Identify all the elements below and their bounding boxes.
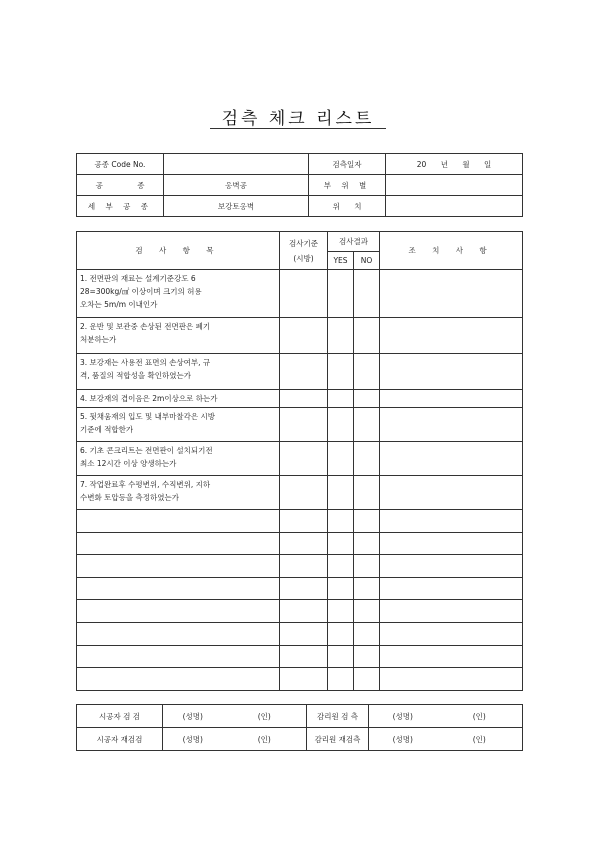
action-cell[interactable] [380, 354, 523, 390]
no-cell[interactable] [354, 270, 380, 318]
yes-cell[interactable] [328, 645, 354, 668]
contractor-inspection-seal[interactable]: (인) [223, 705, 307, 728]
item-text: 7. 작업완료후 수평변위, 수직변위, 지하 수변화 토압등을 측정하였는가 [77, 476, 280, 510]
action-cell[interactable] [380, 600, 523, 623]
criteria-cell[interactable] [280, 577, 328, 600]
header-result: 검사결과 [328, 232, 380, 252]
signature-row [77, 728, 523, 751]
item-text: 4. 보강재의 겹이음은 2m이상으로 하는가 [77, 390, 280, 408]
yes-cell[interactable] [328, 390, 354, 408]
item-text: 3. 보강재는 사용전 표면의 손상여부, 규 격, 품질의 적합성을 확인하였는가 [77, 354, 280, 390]
header-yes: YES [328, 252, 354, 270]
no-cell[interactable] [354, 476, 380, 510]
yes-cell[interactable] [328, 622, 354, 645]
criteria-cell[interactable] [280, 532, 328, 555]
supervisor-inspection-name-field[interactable]: (성명) [369, 705, 437, 728]
checklist-blank-row [77, 555, 523, 578]
no-cell[interactable] [354, 668, 380, 691]
no-cell[interactable] [354, 645, 380, 668]
header-criteria [280, 232, 328, 270]
header-action: 조 치 사 항 [380, 232, 523, 270]
yes-cell[interactable] [328, 668, 354, 691]
criteria-cell[interactable] [280, 354, 328, 390]
detail-type-field[interactable]: 보강토옹벽 [164, 196, 309, 217]
yes-cell[interactable] [328, 555, 354, 578]
work-type-field[interactable]: 옹벽공 [164, 175, 309, 196]
criteria-cell[interactable] [280, 668, 328, 691]
checklist-blank-row [77, 622, 523, 645]
yes-cell[interactable] [328, 318, 354, 354]
criteria-cell[interactable] [280, 318, 328, 354]
signature-row [77, 705, 523, 728]
checklist-blank-row [77, 645, 523, 668]
criteria-cell[interactable] [280, 408, 328, 442]
no-cell[interactable] [354, 442, 380, 476]
no-cell[interactable] [354, 390, 380, 408]
item-text: 1. 전면판의 재료는 설계기준강도 6 28=300kg/㎠ 이상이며 크기의 허용 오차는 5m/m 이내인가 [77, 270, 280, 318]
criteria-cell[interactable] [280, 510, 328, 533]
item-text [77, 668, 280, 691]
criteria-cell[interactable] [280, 645, 328, 668]
checklist-blank-row [77, 532, 523, 555]
info-table [76, 153, 523, 217]
item-text: 6. 기초 콘크리트는 전면판이 설치되기전 최소 12시간 이상 양생하는가 [77, 442, 280, 476]
work-code-label: 공종 Code No. [77, 154, 164, 175]
work-type-label: 공 종 [77, 175, 164, 196]
contractor-reinspection-name-field[interactable]: (성명) [163, 728, 223, 751]
page-title: 검측 체크 리스트 [221, 109, 375, 129]
item-text: 5. 뒷채움재의 입도 및 내부마찰각은 시방 기준에 적합한가 [77, 408, 280, 442]
criteria-cell[interactable] [280, 600, 328, 623]
yes-cell[interactable] [328, 532, 354, 555]
header-items: 검 사 항 목 [77, 232, 280, 270]
checklist-blank-row [77, 510, 523, 533]
yes-cell[interactable] [328, 577, 354, 600]
checklist-blank-row [77, 600, 523, 623]
action-cell[interactable] [380, 270, 523, 318]
criteria-cell[interactable] [280, 270, 328, 318]
supervisor-reinspection-label: 감리원 재검측 [307, 728, 369, 751]
no-cell[interactable] [354, 600, 380, 623]
location-label: 위 치 [309, 196, 386, 217]
criteria-cell[interactable] [280, 442, 328, 476]
action-cell[interactable] [380, 408, 523, 442]
action-cell[interactable] [380, 668, 523, 691]
action-cell[interactable] [380, 510, 523, 533]
action-cell[interactable] [380, 390, 523, 408]
location-field[interactable] [386, 196, 523, 217]
checklist-row [77, 270, 523, 318]
part-label: 부 위 별 [309, 175, 386, 196]
criteria-cell[interactable] [280, 622, 328, 645]
yes-cell[interactable] [328, 354, 354, 390]
action-cell[interactable] [380, 645, 523, 668]
no-cell[interactable] [354, 622, 380, 645]
checklist-blank-row [77, 577, 523, 600]
contractor-reinspection-label: 시공자 재검검 [77, 728, 163, 751]
criteria-cell[interactable] [280, 390, 328, 408]
action-cell[interactable] [380, 476, 523, 510]
item-text: 2. 운반 및 보관중 손상된 전면판은 폐기 처분하는가 [77, 318, 280, 354]
item-text [77, 555, 280, 578]
yes-cell[interactable] [328, 476, 354, 510]
no-cell[interactable] [354, 408, 380, 442]
no-cell[interactable] [354, 555, 380, 578]
item-text [77, 532, 280, 555]
no-cell[interactable] [354, 510, 380, 533]
criteria-cell[interactable] [280, 555, 328, 578]
action-cell[interactable] [380, 622, 523, 645]
action-cell[interactable] [380, 318, 523, 354]
contractor-inspection-name-field[interactable]: (성명) [163, 705, 223, 728]
inspect-date-label: 검측일자 [309, 154, 386, 175]
item-text [77, 600, 280, 623]
header-criteria-sub: (시방) [293, 253, 314, 263]
supervisor-inspection-label: 감리원 검 측 [307, 705, 369, 728]
checklist-row [77, 354, 523, 390]
no-cell[interactable] [354, 318, 380, 354]
supervisor-reinspection-seal[interactable]: (인) [437, 728, 523, 751]
supervisor-inspection-seal[interactable]: (인) [437, 705, 523, 728]
yes-cell[interactable] [328, 510, 354, 533]
title-underline [210, 128, 386, 129]
no-cell[interactable] [354, 532, 380, 555]
contractor-inspection-label: 시공자 검 검 [77, 705, 163, 728]
detail-type-label: 세 부 공 종 [77, 196, 164, 217]
yes-cell[interactable] [328, 600, 354, 623]
supervisor-reinspection-name-field[interactable]: (성명) [369, 728, 437, 751]
action-cell[interactable] [380, 577, 523, 600]
criteria-cell[interactable] [280, 476, 328, 510]
checklist-row [77, 476, 523, 510]
checklist-row [77, 390, 523, 408]
checklist-row [77, 408, 523, 442]
no-cell[interactable] [354, 354, 380, 390]
signature-table [76, 704, 523, 751]
header-no: NO [354, 252, 380, 270]
action-cell[interactable] [380, 532, 523, 555]
contractor-reinspection-seal[interactable]: (인) [223, 728, 307, 751]
item-text [77, 645, 280, 668]
item-text [77, 577, 280, 600]
item-text [77, 510, 280, 533]
checklist-table [76, 231, 523, 691]
yes-cell[interactable] [328, 270, 354, 318]
header-criteria-label: 검사기준 [289, 238, 318, 248]
checklist-blank-row [77, 668, 523, 691]
work-code-field[interactable] [164, 154, 309, 175]
action-cell[interactable] [380, 442, 523, 476]
yes-cell[interactable] [328, 408, 354, 442]
inspect-date-field[interactable]: 20 년 월 일 [386, 154, 523, 175]
checklist-row [77, 442, 523, 476]
yes-cell[interactable] [328, 442, 354, 476]
action-cell[interactable] [380, 555, 523, 578]
item-text [77, 622, 280, 645]
checklist-row [77, 318, 523, 354]
no-cell[interactable] [354, 577, 380, 600]
part-field[interactable] [386, 175, 523, 196]
